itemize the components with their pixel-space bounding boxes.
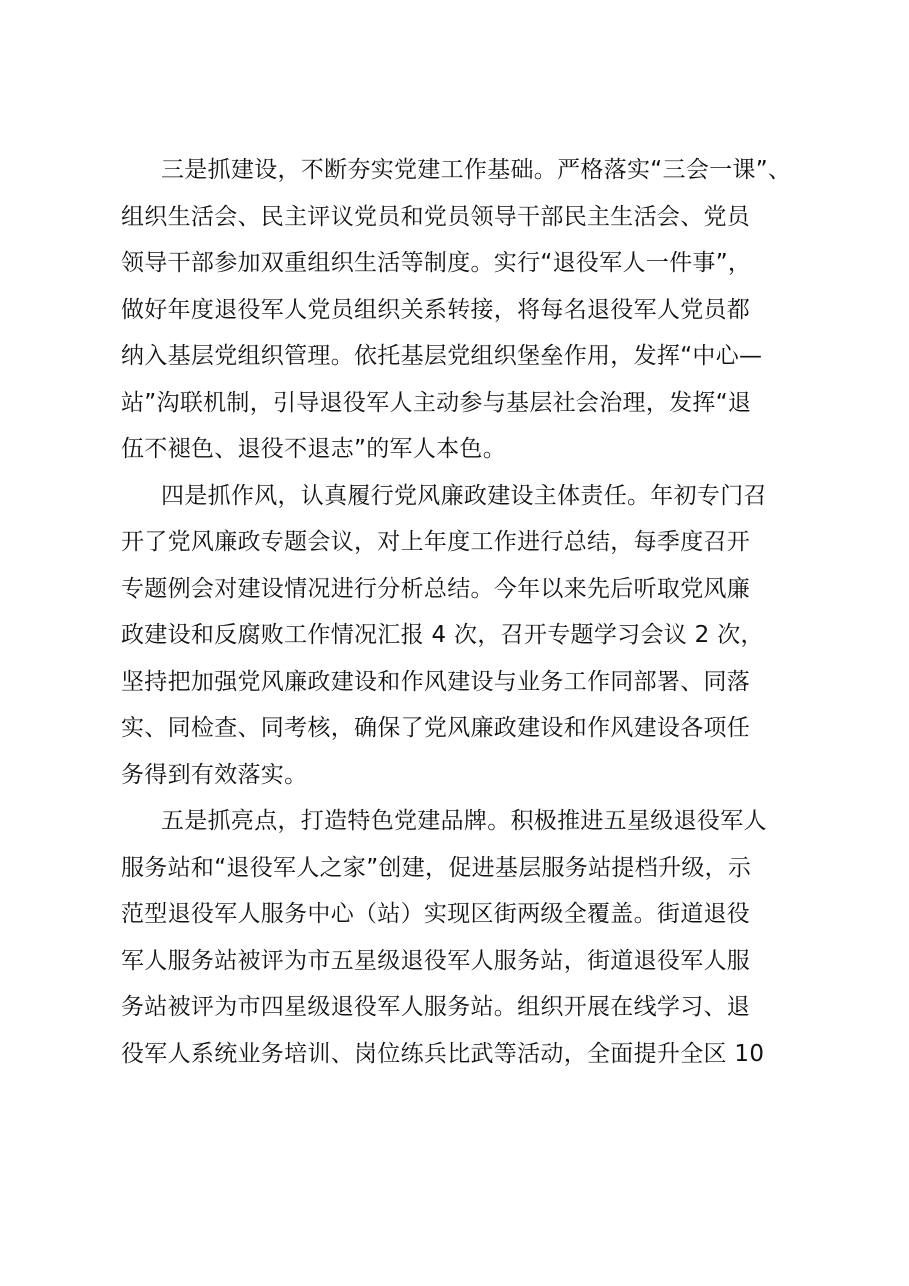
paragraph-line: 四是抓作风，认真履行党风廉政建设主体责任。年初专门召 (161, 482, 767, 509)
paragraph-line: 役军人系统业务培训、岗位练兵比武等活动，全面提升全区 10 (121, 1040, 765, 1067)
paragraph-line: 军人服务站被评为市五星级退役军人服务站，街道退役军人服 (121, 947, 751, 974)
paragraph-line: 开了党风廉政专题会议，对上年度工作进行总结，每季度召开 (121, 529, 751, 555)
paragraph-line: 组织生活会、民主评议党员和党员领导干部民主生活会、党员 (121, 203, 751, 230)
paragraph-3 (121, 147, 801, 473)
document-body (121, 147, 801, 1077)
paragraph-line: 坚持把加强党风廉政建设和作风建设与业务工作同部署、同落 (121, 668, 751, 695)
paragraph-line: 领导干部参加双重组织生活等制度。实行“退役军人一件事”， (121, 250, 752, 276)
paragraph-line: 专题例会对建设情况进行分析总结。今年以来先后听取党风廉 (121, 575, 751, 602)
paragraph-line: 五是抓亮点，打造特色党建品牌。积极推进五星级退役军人 (161, 808, 767, 834)
paragraph-line: 范型退役军人服务中心（站）实现区街两级全覆盖。街道退役 (121, 901, 751, 927)
paragraph-line: 务得到有效落实。 (121, 761, 308, 788)
paragraph-line: 伍不褪色、退役不退志”的军人本色。 (121, 436, 507, 462)
paragraph-line: 做好年度退役军人党员组织关系转接，将每名退役军人党员都 (121, 296, 751, 323)
paragraph-line: 务站被评为市四星级退役军人服务站。组织开展在线学习、退 (121, 994, 751, 1020)
paragraph-line: 服务站和“退役军人之家”创建，促进基层服务站提档升级，示 (121, 854, 752, 881)
paragraph-4 (121, 473, 801, 799)
paragraph-line: 纳入基层党组织管理。依托基层党组织堡垒作用，发挥“中心— (121, 343, 763, 369)
paragraph-line: 政建设和反腐败工作情况汇报 4 次，召开专题学习会议 2 次， (121, 622, 764, 648)
paragraph-line: 三是抓建设，不断夯实党建工作基础。严格落实“三会一课”、 (161, 157, 792, 183)
paragraph-5 (121, 798, 801, 1077)
paragraph-line: 实、同检查、同考核，确保了党风廉政建设和作风建设各项任 (121, 715, 751, 741)
paragraph-line: 站”沟联机制，引导退役军人主动参与基层社会治理，发挥“退 (121, 389, 752, 416)
